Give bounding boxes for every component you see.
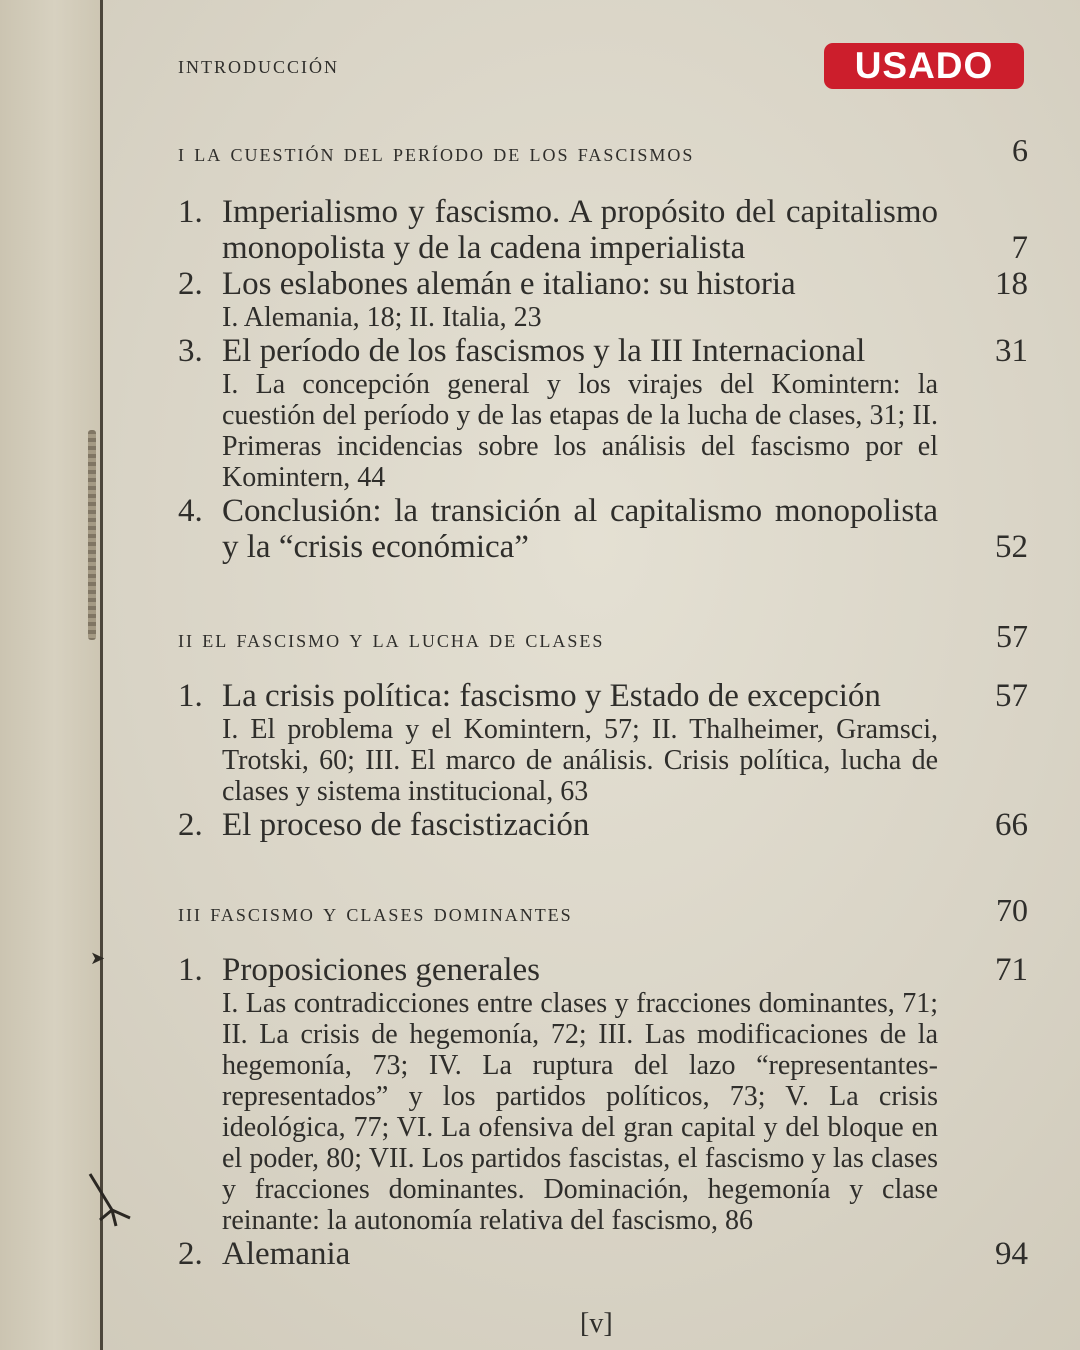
entry-title: Conclusión: la transición al capitalismo monopolista y la “crisis económica” bbox=[222, 493, 938, 565]
entry-page: 57 bbox=[995, 678, 1028, 714]
chapter-title: i la cuestión del período de los fascismos bbox=[178, 140, 695, 167]
chapter-page: 70 bbox=[996, 892, 1028, 928]
chapter-title: iii fascismo y clases dominantes bbox=[178, 900, 573, 927]
entry-number: 3. bbox=[178, 333, 203, 369]
entry-page: 18 bbox=[995, 266, 1028, 302]
page-folio: [v] bbox=[580, 1308, 613, 1339]
entry-title: Alemania bbox=[222, 1236, 351, 1272]
chapter-title: ii el fascismo y la lucha de clases bbox=[178, 626, 605, 653]
entry-title: La crisis política: fascismo y Estado de excepción bbox=[222, 678, 881, 714]
chapter-2-entries bbox=[178, 678, 1028, 843]
entry-page: 66 bbox=[995, 807, 1028, 843]
entry-subsections: I. La concepción general y los virajes del Komintern: la cuestión del período y de las etapas de la lucha de clases, 31; II. Primeras incidencias sobre los análisis del fascismo por el Komintern, 44 bbox=[222, 369, 938, 493]
book-gutter bbox=[0, 0, 106, 1350]
toc-entry bbox=[178, 1236, 1028, 1272]
entry-title: Los eslabones alemán e italiano: su historia bbox=[222, 266, 796, 302]
entry-number: 1. bbox=[178, 678, 203, 714]
toc-entry bbox=[178, 493, 1028, 565]
toc-entry bbox=[178, 333, 1028, 493]
entry-page: 52 bbox=[995, 529, 1028, 565]
entry-subsections: I. Las contradicciones entre clases y fracciones dominantes, 71; II. La crisis de hegemonía, 72; III. Las modificaciones de la hegemonía, 73; IV. La ruptura del lazo “representantes-representados” y los partidos políticos, 73; V. La crisis ideológica, 77; VI. La ofensiva del gran capital y del bloque en el poder, 80; VII. Los partidos fascistas, el fascismo y las clases y fracciones dominantes. Dominación, hegemonía y clase reinante: la autonomía relativa del fascismo, 86 bbox=[222, 988, 938, 1236]
pencil-scribble bbox=[86, 1170, 136, 1230]
toc-entry bbox=[178, 952, 1028, 1236]
chapter-3-entries bbox=[178, 952, 1028, 1272]
used-badge: USADO bbox=[824, 43, 1024, 89]
entry-title: Imperialismo y fascismo. A propósito del capitalismo monopolista y de la cadena imperialista bbox=[222, 194, 938, 266]
toc-entry bbox=[178, 807, 1028, 843]
toc-entry bbox=[178, 678, 1028, 807]
entry-subsections: I. Alemania, 18; II. Italia, 23 bbox=[222, 302, 542, 333]
entry-number: 2. bbox=[178, 266, 203, 302]
entry-number: 1. bbox=[178, 952, 203, 988]
intro-heading: introducción bbox=[178, 52, 339, 79]
binding-thread bbox=[88, 430, 96, 640]
entry-page: 94 bbox=[995, 1236, 1028, 1272]
entry-title: Proposiciones generales bbox=[222, 952, 540, 988]
chapter-page: 6 bbox=[1012, 132, 1028, 168]
entry-number: 2. bbox=[178, 807, 203, 843]
entry-page: 71 bbox=[995, 952, 1028, 988]
entry-number: 4. bbox=[178, 493, 203, 529]
entry-page: 31 bbox=[995, 333, 1028, 369]
entry-number: 1. bbox=[178, 194, 203, 230]
entry-title: El proceso de fascistización bbox=[222, 807, 590, 843]
chapter-1-entries bbox=[178, 194, 1028, 565]
entry-title: El período de los fascismos y la III Internacional bbox=[222, 333, 866, 369]
chapter-page: 57 bbox=[996, 618, 1028, 654]
toc-entry bbox=[178, 266, 1028, 333]
entry-number: 2. bbox=[178, 1236, 203, 1272]
entry-subsections: I. El problema y el Komintern, 57; II. Thalheimer, Gramsci, Trotski, 60; III. El marco de análisis. Crisis política, lucha de clases y sistema institucional, 63 bbox=[222, 714, 938, 807]
entry-page: 7 bbox=[1011, 230, 1028, 266]
toc-entry bbox=[178, 194, 1028, 266]
pencil-mark: ➤ bbox=[90, 948, 106, 968]
